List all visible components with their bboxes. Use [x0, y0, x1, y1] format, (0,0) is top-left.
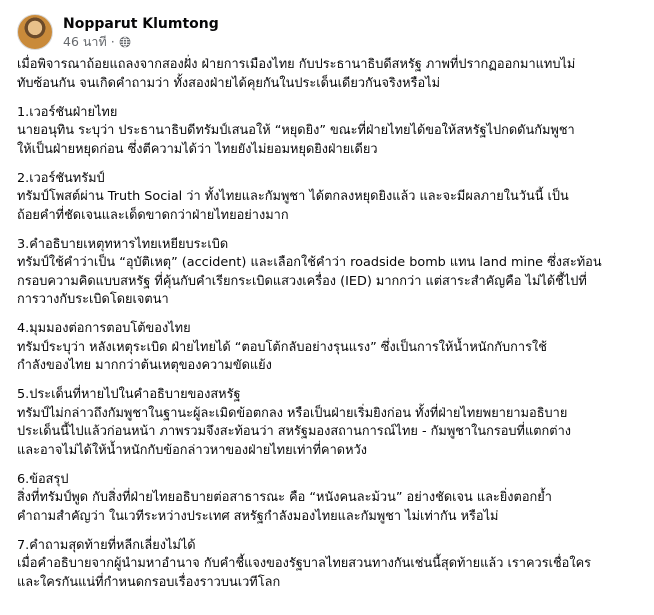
section-line: สิ่งที่ทรัมป์พูด กับสิ่งที่ฝ่ายไทยอธิบายต่อสาธารณะ คือ “หนังคนละม้วน” อย่างชัดเจน และยิ่งตอกย้ำ: [17, 490, 552, 505]
section-2: [17, 170, 647, 226]
section-line: เมื่อคำอธิบายจากผู้นำมหาอำนาจ กับคำชี้แจงของรัฐบาลไทยสวนทางกันเช่นนี้สุดท้ายแล้ว เราควรเชื่อใคร: [17, 556, 591, 571]
globe-icon[interactable]: [119, 35, 131, 47]
section-heading: 5.ประเด็นที่หายไปในคำอธิบายของสหรัฐ: [17, 387, 241, 402]
separator-dot: ·: [110, 33, 115, 49]
post-time[interactable]: 46 นาที: [63, 33, 107, 49]
section-3: [17, 236, 647, 310]
section-heading: 2.เวอร์ชันทรัมป์: [17, 170, 105, 186]
section-heading: 3.คำอธิบายเหตุทหารไทยเหยียบระเบิด: [17, 236, 229, 252]
post-subline: [63, 33, 219, 50]
section-line: กำลังของไทย มากกว่าต้นเหตุของความขัดแย้ง: [17, 358, 272, 373]
section-1: [17, 104, 647, 160]
post-meta: [63, 15, 219, 50]
section-line: ให้เป็นฝ่ายหยุดก่อน ซึ่งตีความได้ว่า ไทยยังไม่ยอมหยุดยิงฝ่ายเดียว: [17, 141, 378, 157]
section-heading: 7.คำถามสุดท้ายที่หลีกเลี่ยงไม่ได้: [17, 537, 196, 553]
section-line: การวางกับระเบิดโดยเจตนา: [17, 292, 169, 307]
section-line: ทรัมป์ใช้คำว่าเป็น “อุบัติเหตุ” (accident) และเลือกใช้คำว่า roadside bomb แทน land mine ซึ่งสะท้อน: [17, 255, 602, 270]
section-heading: 1.เวอร์ชันฝ่ายไทย: [17, 104, 118, 120]
author-name[interactable]: Nopparut Klumtong: [63, 15, 219, 32]
post-intro: [17, 56, 647, 93]
section-line: ทรัมป์ไม่กล่าวถึงกัมพูชาในฐานะผู้ละเมิดข้อตกลง หรือเป็นฝ่ายเริ่มยิงก่อน ทั้งที่ฝ่ายไทยพยายามอธิบาย: [17, 405, 568, 421]
section-heading: 6.ข้อสรุป: [17, 471, 69, 487]
section-line: และอาจไม่ได้ให้น้ำหนักกับข้อกล่าวหาของฝ่ายไทยเท่าที่คาดหวัง: [17, 442, 367, 458]
section-4: [17, 320, 647, 376]
section-line: ทรัมป์ระบุว่า หลังเหตุระเบิด ฝ่ายไทยได้ “ตอบโต้กลับอย่างรุนแรง” ซึ่งเป็นการให้น้ำหนักกับการใช้: [17, 339, 547, 355]
section-line: นายอนุทิน ระบุว่า ประธานาธิบดีทรัมป์เสนอให้ “หยุดยิง” ขณะที่ฝ่ายไทยได้ขอให้สหรัฐไปกดดันกัมพูชา: [17, 123, 575, 138]
section-6: [17, 471, 647, 527]
section-line: ทรัมป์โพสต์ผ่าน Truth Social ว่า ทั้งไทยและกัมพูชา ได้ตกลงหยุดยิงแล้ว และจะมีผลภายในวันนี้ เป็น: [17, 189, 569, 204]
section-line: และใครกันแน่ที่กำหนดกรอบเรื่องราวบนเวทีโลก: [17, 574, 281, 590]
post-header: [17, 12, 219, 52]
section-heading: 4.มุมมองต่อการตอบโต้ของไทย: [17, 321, 191, 336]
section-line: คำถามสำคัญว่า ในเวทีระหว่างประเทศ สหรัฐกำลังมองไทยและกัมพูชา ไม่เท่ากัน หรือไม่: [17, 508, 499, 524]
intro-line: ทับซ้อนกัน จนเกิดคำถามว่า ทั้งสองฝ่ายได้คุยกันในประเด็นเดียวกันจริงหรือไม่: [17, 75, 441, 91]
avatar[interactable]: [17, 14, 53, 50]
intro-line: เมื่อพิจารณาถ้อยแถลงจากสองฝั่ง ฝ่ายการเมืองไทย กับประธานาธิบดีสหรัฐ ภาพที่ปรากฏออกมาแทบไม่: [17, 57, 576, 72]
section-line: ประเด็นนี้ไปแล้วก่อนหน้า ภาพรวมจึงสะท้อนว่า สหรัฐมองสถานการณ์ไทย - กัมพูชาในกรอบที่แตกต่าง: [17, 424, 572, 439]
section-7: [17, 537, 647, 593]
post-body: [17, 56, 647, 603]
section-line: กรอบความคิดแบบสหรัฐ ที่คุ้นกับคำเรียกระเบิดแสวงเครื่อง (IED) มากกว่า แต่สาระสำคัญคือ ไม่ได้ชี้ไปที่: [17, 273, 587, 289]
section-5: [17, 386, 647, 460]
section-line: ถ้อยคำที่ชัดเจนและเด็ดขาดกว่าฝ่ายไทยอย่างมาก: [17, 207, 289, 223]
